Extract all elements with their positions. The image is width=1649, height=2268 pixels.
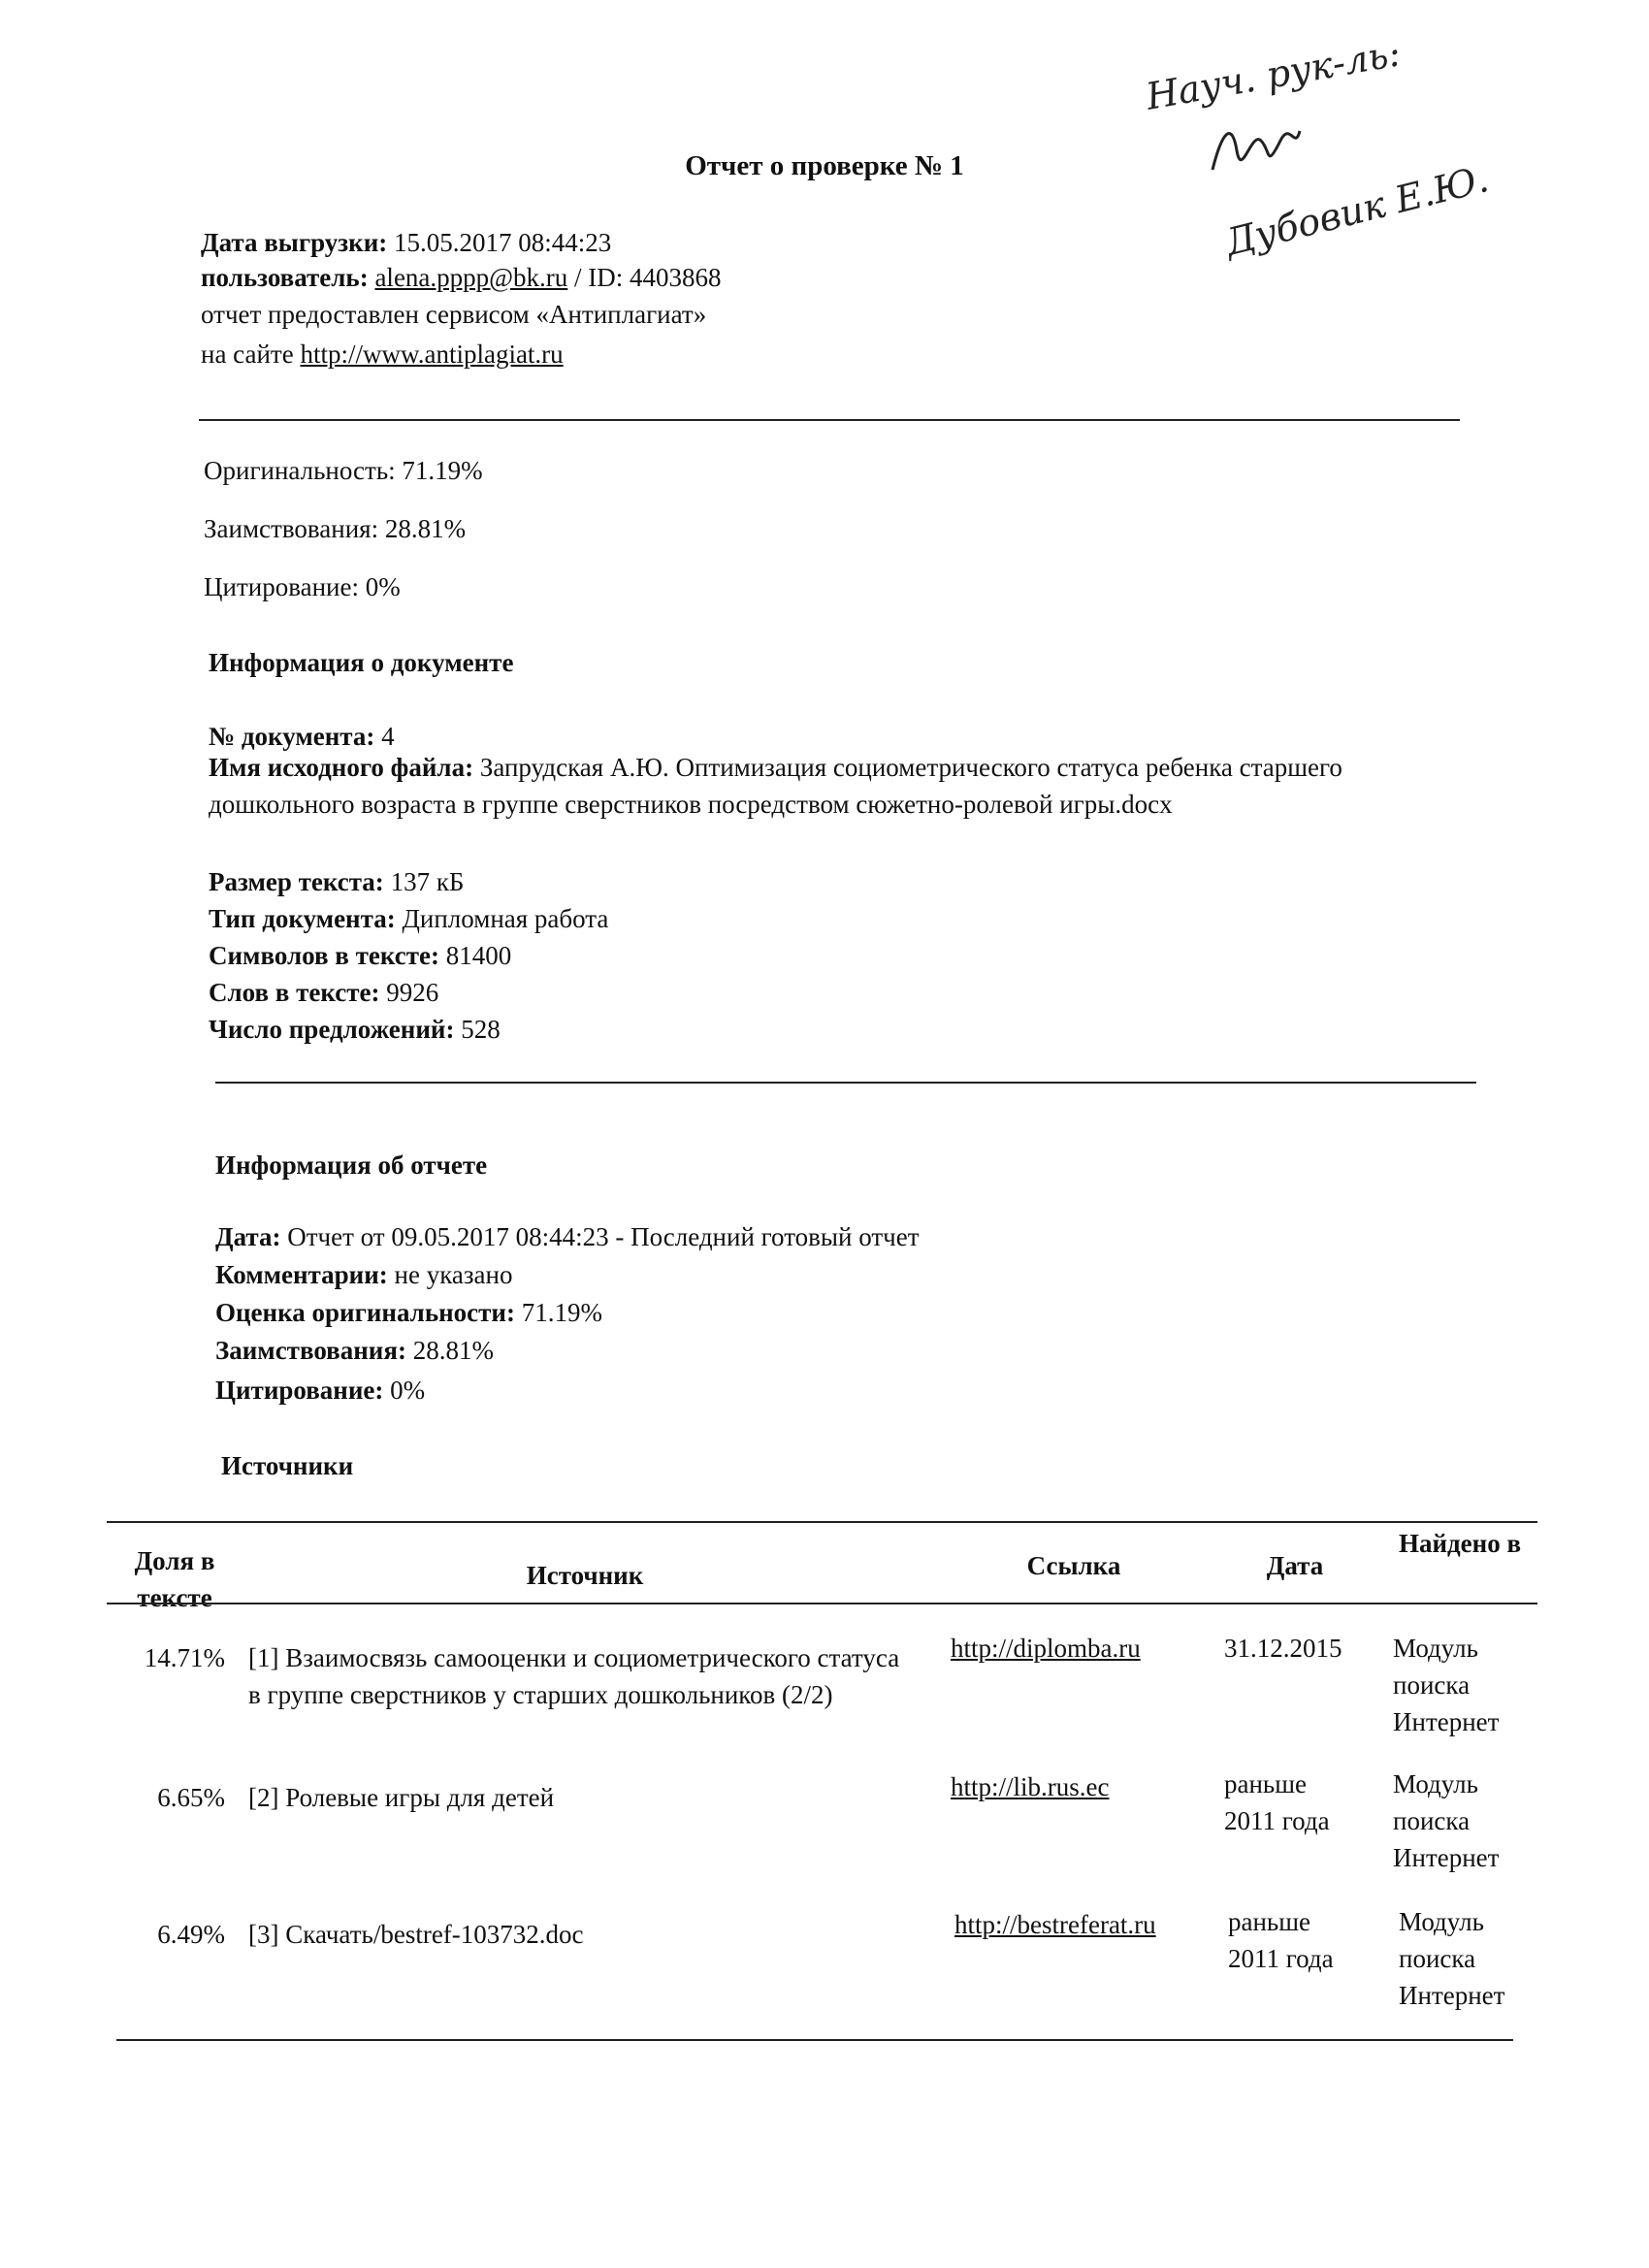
table-bottom-border [116, 2039, 1513, 2041]
col-header-link: Ссылка [1026, 1551, 1121, 1580]
report-info-heading: Информация об отчете [215, 1150, 488, 1180]
source-link[interactable]: http://lib.rus.ec [951, 1772, 1110, 1801]
source: [3] Скачать/bestref-103732.doc [248, 1920, 584, 1949]
date: раньше 2011 года [1224, 1769, 1330, 1835]
site-row: на сайте http://www.antiplagiat.ru [201, 340, 564, 369]
size-row: Размер текста: 137 кБ [209, 867, 465, 896]
type-row: Тип документа: Дипломная работа [209, 904, 609, 933]
label: Дата выгрузки: [201, 228, 388, 257]
found-in: Модуль поиска Интернет [1399, 1907, 1505, 2010]
label: пользователь: [201, 263, 369, 292]
table-header-border [107, 1603, 1537, 1604]
site-link[interactable]: http://www.antiplagiat.ru [300, 340, 564, 369]
citation-row: Цитирование: 0% [215, 1376, 426, 1405]
sources-heading: Источники [221, 1451, 354, 1480]
export-date-row [201, 228, 611, 258]
share: 14.71% [144, 1643, 225, 1672]
col-header-date: Дата [1266, 1551, 1324, 1580]
file-name-row: Имя исходного файла: Запрудская А.Ю. Оптимизация социометрического статуса ребенка старшего дошкольного возраста в группе сверстников посредством сюжетно-ролевой игры.docx [209, 753, 1342, 819]
page-title: Отчет о проверке № 1 [685, 150, 964, 181]
handwritten-note-name: Дубовик Е.Ю. [1220, 157, 1493, 264]
col-header-found-in: Найдено в [1398, 1529, 1522, 1558]
user-row [201, 263, 722, 293]
borrowing: Заимствования: 28.81% [204, 514, 467, 543]
originality-score-row: Оценка оригинальности: 71.19% [215, 1298, 602, 1327]
originality: Оригинальность: 71.19% [204, 456, 483, 485]
doc-number-row: № документа: 4 [209, 722, 395, 751]
source-link[interactable]: http://bestreferat.ru [954, 1910, 1156, 1939]
sentences-row: Число предложений: 528 [209, 1015, 501, 1044]
col-header-source: Источник [526, 1561, 644, 1590]
found-in: Модуль поиска Интернет [1393, 1769, 1500, 1872]
report-date-row: Дата: Отчет от 09.05.2017 08:44:23 - Последний готовый отчет [215, 1222, 920, 1251]
document-info-heading: Информация о документе [209, 648, 514, 677]
table-top-border [107, 1521, 1537, 1523]
divider [215, 1082, 1476, 1084]
date: раньше 2011 года [1228, 1907, 1334, 1973]
words-row: Слов в тексте: 9926 [209, 978, 439, 1007]
source: [1] Взаимосвязь самооценки и социометрического статуса в группе сверстников у старших дошкольников (2/2) [248, 1643, 900, 1709]
comments-row: Комментарии: не указано [215, 1260, 513, 1289]
divider [199, 419, 1460, 421]
date: 31.12.2015 [1224, 1634, 1342, 1663]
source-link[interactable]: http://diplomba.ru [951, 1634, 1141, 1663]
found-in: Модуль поиска Интернет [1393, 1634, 1500, 1736]
export-date: 15.05.2017 08:44:23 [394, 228, 612, 257]
source: [2] Ролевые игры для детей [248, 1783, 555, 1812]
borrowing-row: Заимствования: 28.81% [215, 1336, 494, 1365]
user-email-link[interactable]: alena.pppp@bk.ru [374, 263, 568, 292]
col-header-share: Доля в тексте [134, 1546, 215, 1612]
user-id: / ID: 4403868 [574, 263, 722, 292]
provided-by: отчет предоставлен сервисом «Антиплагиат» [201, 300, 707, 329]
chars-row: Символов в тексте: 81400 [209, 941, 512, 970]
handwritten-note-supervisor: Науч. рук-ль: [1143, 31, 1405, 118]
citation: Цитирование: 0% [204, 572, 401, 601]
share: 6.49% [157, 1920, 225, 1949]
share: 6.65% [157, 1783, 225, 1812]
